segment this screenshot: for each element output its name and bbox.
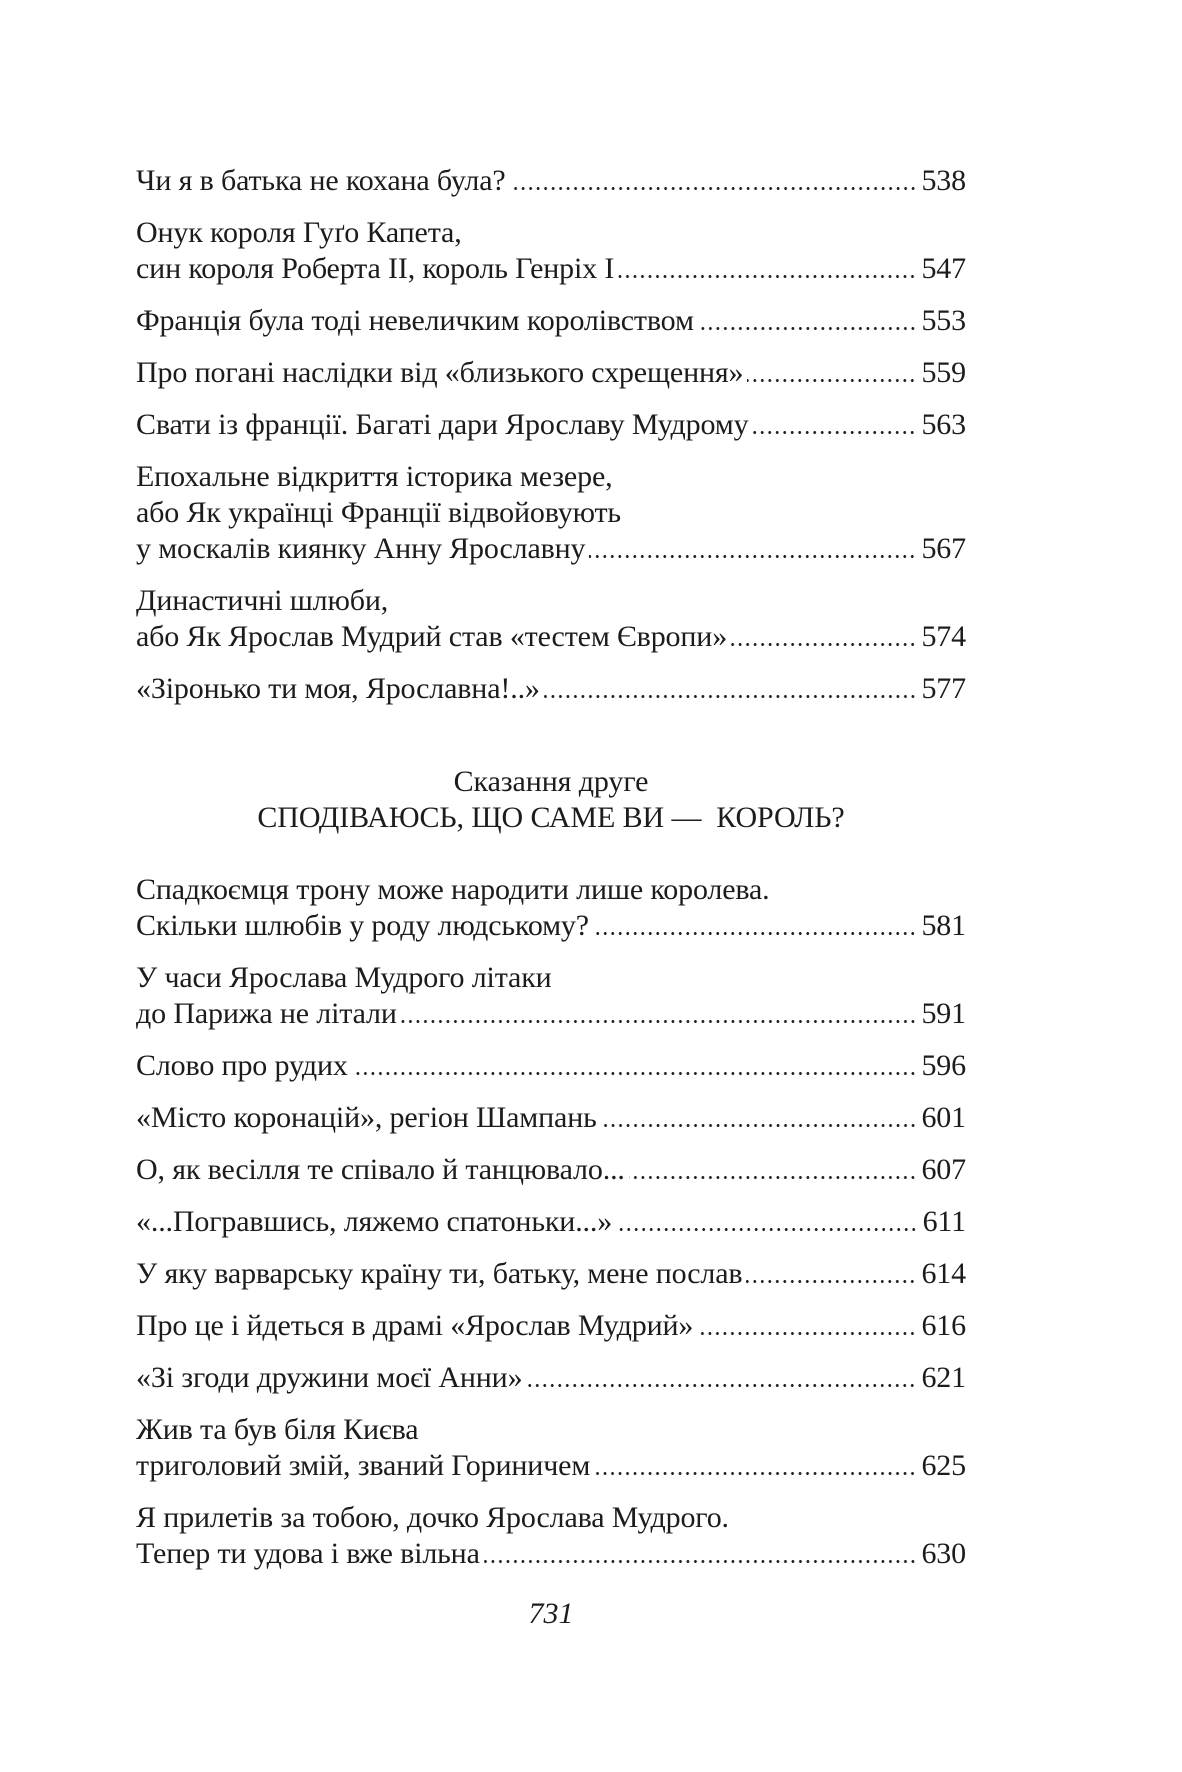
toc-page-number: 547: [921, 252, 966, 285]
toc-entry: [136, 1360, 966, 1396]
toc-entry: [136, 583, 966, 655]
toc-entry-line: Епохальне відкриття історика мезере,: [136, 460, 613, 493]
toc-page-number: 614: [921, 1257, 966, 1290]
toc-entry-title: Про це і йдеться в драмі «Ярослав Мудрий»: [136, 1309, 694, 1342]
toc-entry: [136, 459, 966, 567]
toc-page-number: 574: [921, 620, 966, 653]
toc-page-number: 611: [922, 1205, 966, 1238]
dot-leader: [697, 1332, 916, 1335]
toc-entry-line: Онук короля Гуґо Капета,: [136, 216, 462, 249]
dot-leader: [510, 187, 917, 190]
dot-leader: [746, 1280, 916, 1283]
toc-entry-line: або Як українці Франції відвойовують: [136, 496, 621, 529]
toc-page-number: 607: [921, 1153, 966, 1186]
toc-entry: [136, 671, 966, 707]
toc-entry-title: «...Погравшись, ляжемо спатоньки...»: [136, 1205, 613, 1238]
toc-entry-title: Слово про рудих: [136, 1049, 348, 1082]
toc-page-number: 625: [921, 1449, 966, 1482]
dot-leader: [593, 932, 916, 935]
toc-entry-title: У яку варварську країну ти, батьку, мене послав: [136, 1257, 743, 1290]
dot-leader: [618, 275, 916, 278]
toc-page-number: 581: [921, 909, 966, 942]
toc-page-number: 601: [921, 1101, 966, 1134]
toc-page-number: 567: [921, 532, 966, 565]
dot-leader: [594, 1472, 916, 1475]
toc-entry-line: Спадкоємця трону може народити лише королева.: [136, 873, 770, 906]
dot-leader: [401, 1020, 917, 1023]
dot-leader: [747, 379, 916, 382]
dot-leader: [629, 1176, 917, 1179]
section-title: СПОДІВАЮСЬ, ЩО САМЕ ВИ — КОРОЛЬ?: [257, 801, 845, 834]
dot-leader: [352, 1072, 917, 1075]
dot-leader: [616, 1228, 917, 1231]
toc-entry: [136, 163, 966, 199]
dot-leader: [752, 431, 916, 434]
toc-page-number: 559: [921, 356, 966, 389]
toc-entry-title: до Парижа не літали: [136, 997, 397, 1030]
toc-page-number: 538: [921, 164, 966, 197]
dot-leader: [526, 1384, 916, 1387]
dot-leader: [698, 327, 917, 330]
dot-leader: [601, 1124, 917, 1127]
toc-page-number: 563: [921, 408, 966, 441]
section-kicker: Сказання друге: [453, 765, 649, 798]
folio-page-number: 731: [528, 1597, 574, 1630]
toc-entry-title: О, як весілля те співало й танцювало...: [136, 1153, 625, 1186]
toc-entry-title: у москалів киянку Анну Ярославну: [136, 532, 586, 565]
toc-entry-line: Жив та був біля Києва: [136, 1413, 419, 1446]
toc-entry-title: Свати із франції. Багаті дари Ярославу Мудрому: [136, 408, 749, 441]
toc-entry: [136, 1500, 966, 1572]
toc-entry-title: «Місто коронацій», регіон Шампань: [136, 1101, 597, 1134]
toc-entry: [136, 1308, 966, 1344]
toc-entry-title: син короля Роберта II, король Генріх I: [136, 252, 615, 285]
toc-entry: [136, 303, 966, 339]
toc-entry-line: Династичні шлюби,: [136, 584, 389, 617]
toc-entry: [136, 407, 966, 443]
toc-page-number: 591: [921, 997, 966, 1030]
toc-page-number: 577: [921, 672, 966, 705]
dot-leader: [484, 1560, 917, 1563]
toc-entry: [136, 1204, 966, 1240]
toc-entry-title: Франція була тоді невеличким королівством: [136, 304, 694, 337]
toc-page-number: 621: [921, 1361, 966, 1394]
dot-leader: [589, 555, 916, 558]
toc-entry-title: Чи я в батька не кохана була?: [136, 164, 506, 197]
toc-page-number: 630: [921, 1537, 966, 1570]
toc-entry: [136, 960, 966, 1032]
toc-entry-title: або Як Ярослав Мудрий став «тестем Європи»: [136, 620, 728, 653]
toc-page-number: 596: [921, 1049, 966, 1082]
toc-page-number: 553: [921, 304, 966, 337]
dot-leader: [731, 643, 916, 646]
toc-entry: [136, 355, 966, 391]
toc-entry-line: Я прилетів за тобою, дочко Ярослава Мудрого.: [136, 1501, 729, 1534]
toc-entry: [136, 1412, 966, 1484]
toc-entry: [136, 1256, 966, 1292]
toc-entry-title: триголовий змій, званий Гориничем: [136, 1449, 591, 1482]
toc-entry-title: «Зіронько ти моя, Ярославна!..»: [136, 672, 540, 705]
dot-leader: [544, 695, 917, 698]
toc-entry: [136, 1048, 966, 1084]
table-of-contents: [136, 163, 966, 1632]
toc-entry: [136, 215, 966, 287]
section-heading: [136, 764, 966, 836]
toc-entry: [136, 872, 966, 944]
toc-entry: [136, 1100, 966, 1136]
toc-entry-title: «Зі згоди дружини моєї Анни»: [136, 1361, 523, 1394]
toc-entry-title: Тепер ти удова і вже вільна: [136, 1537, 480, 1570]
toc-entry-line: У часи Ярослава Мудрого літаки: [136, 961, 552, 994]
toc-entry: [136, 1152, 966, 1188]
toc-entry-title: Скільки шлюбів у роду людському?: [136, 909, 589, 942]
toc-page-number: 616: [921, 1309, 966, 1342]
toc-entry-title: Про погані наслідки від «близького схрещення»: [136, 356, 744, 389]
